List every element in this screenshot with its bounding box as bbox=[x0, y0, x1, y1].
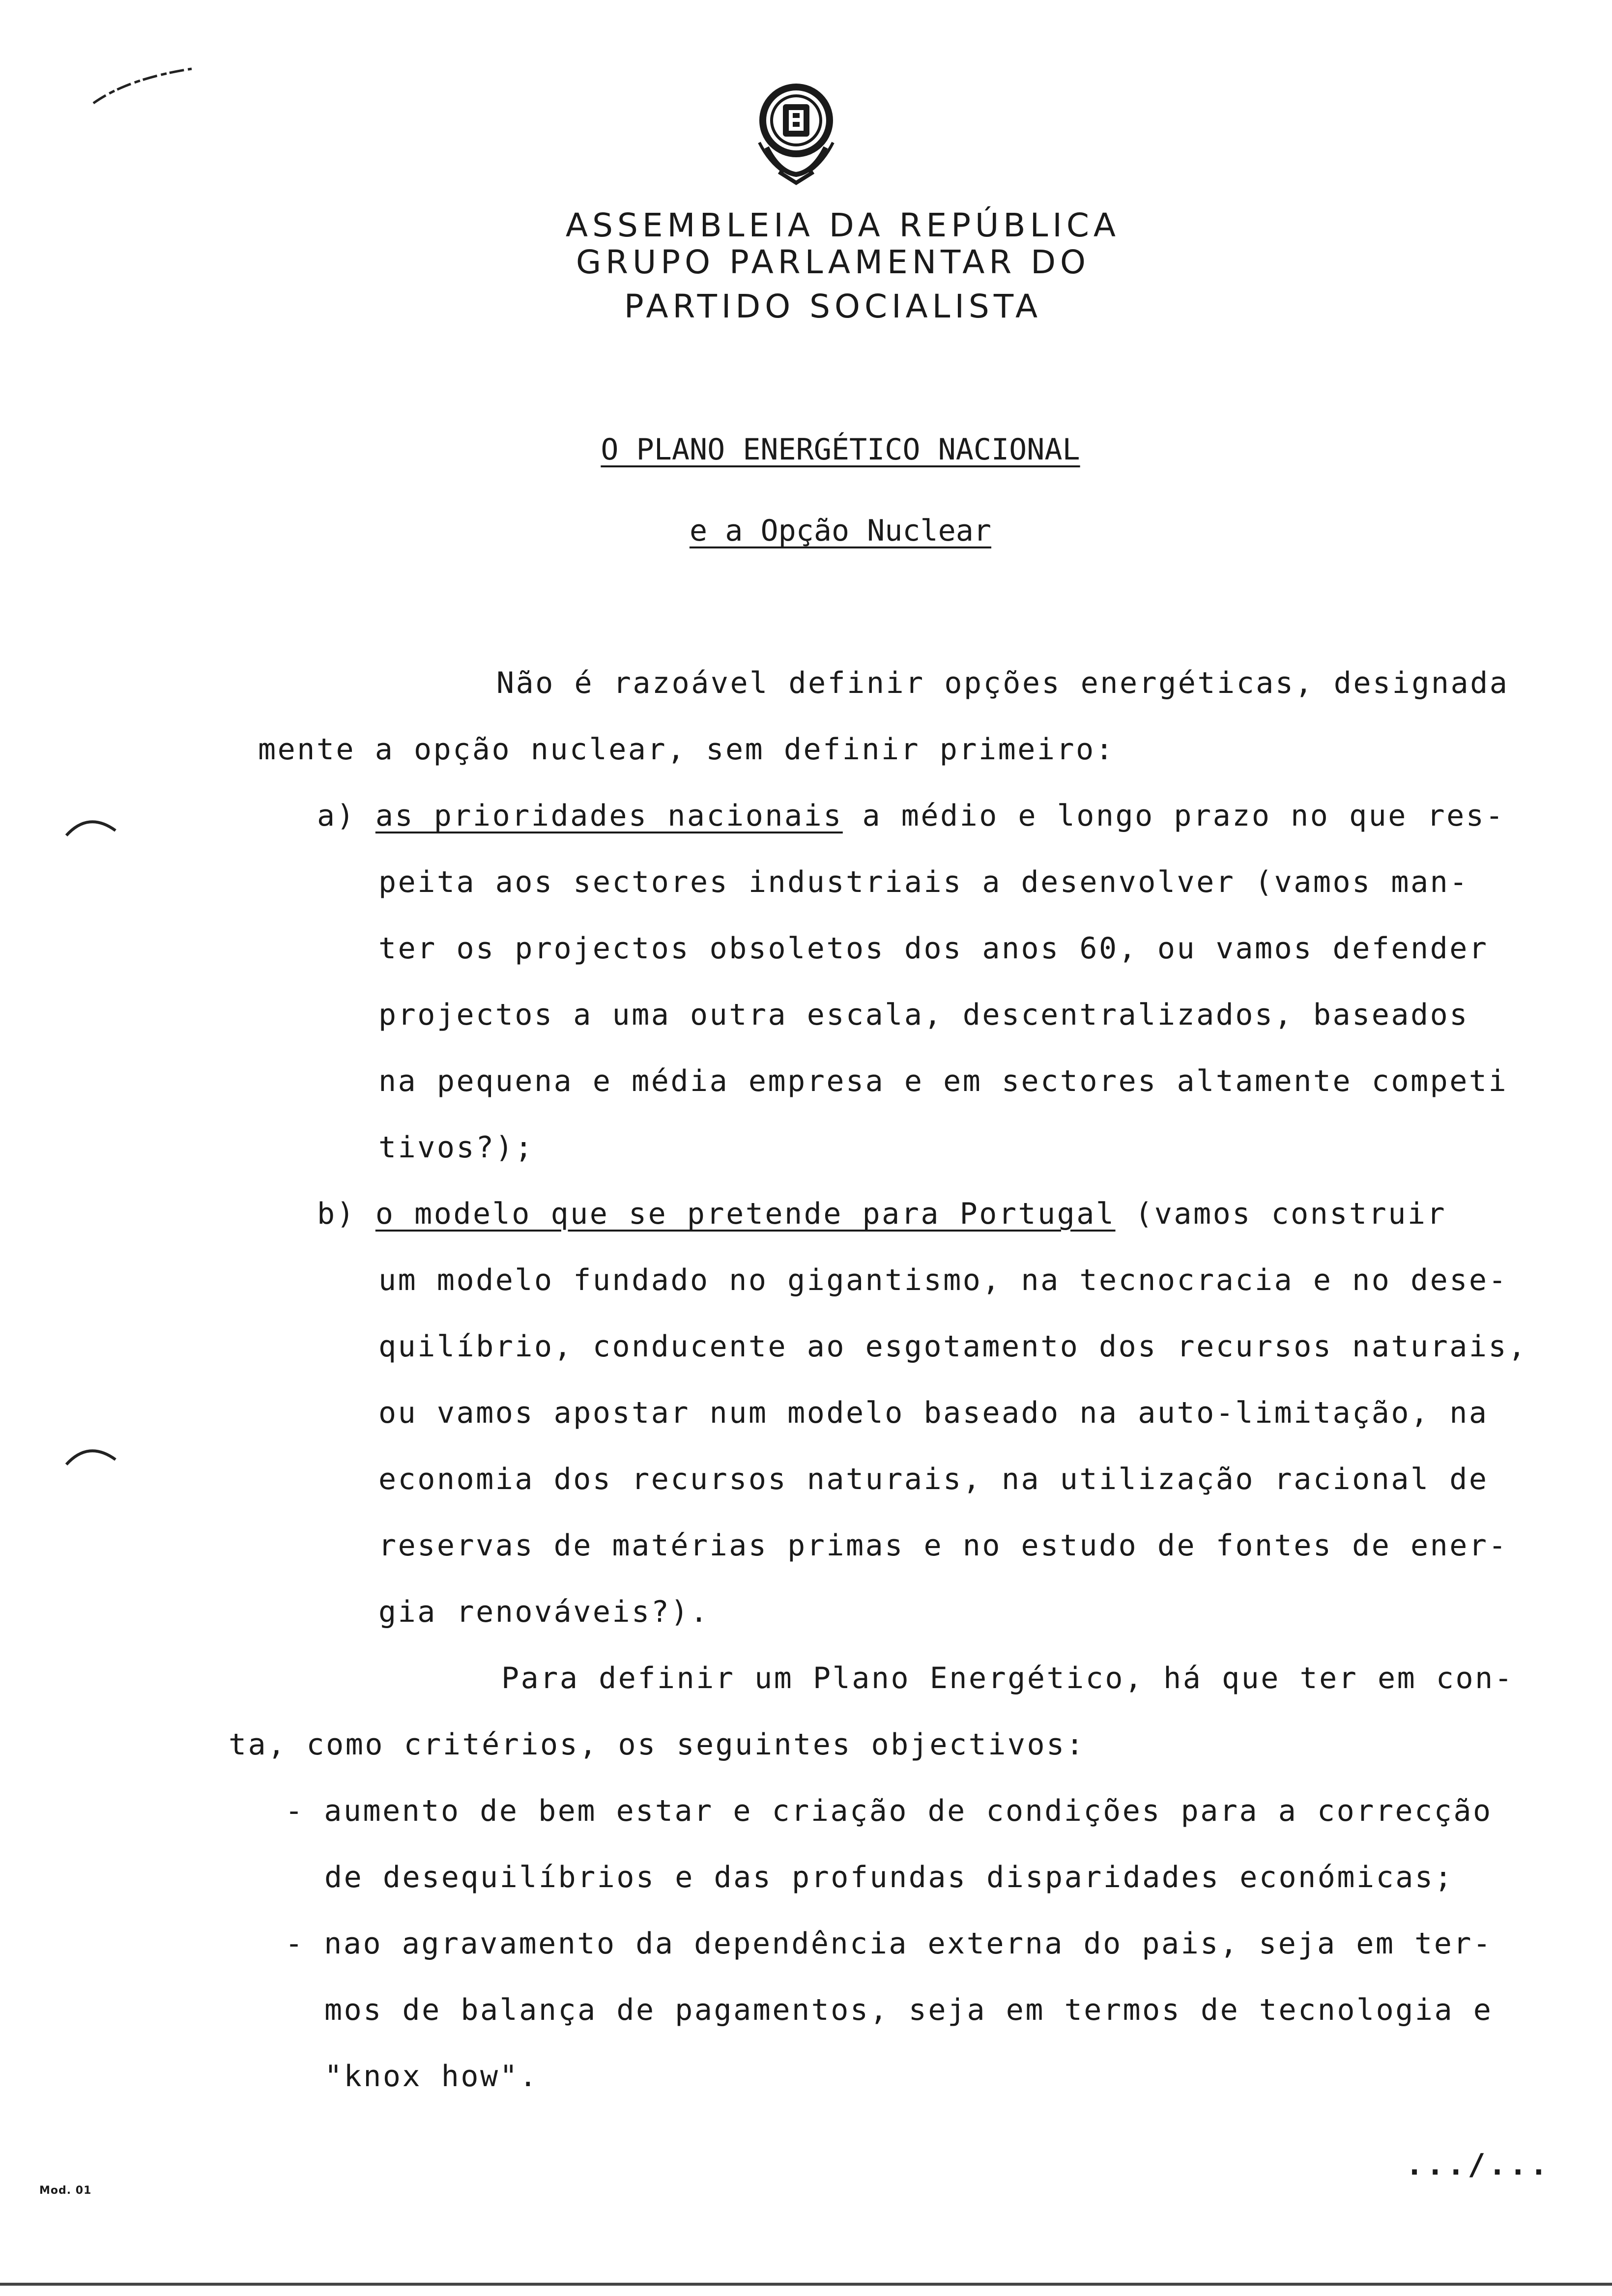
item-b-line-3: quilíbrio, conducente ao esgotamento dos recursos naturais, bbox=[378, 1329, 1527, 1364]
item-a-line-5: na pequena e média empresa e em sectores altamente competi bbox=[378, 1064, 1508, 1098]
para2-line-1: Para definir um Plano Energético, há que ter em con- bbox=[501, 1661, 1514, 1695]
item-b-line1-rest: (vamos construir bbox=[1115, 1197, 1447, 1231]
item-b-line-2: um modelo fundado no gigantismo, na tecnocracia e no dese- bbox=[378, 1263, 1508, 1297]
bullet-1-line-2: de desequilíbrios e das profundas disparidades económicas; bbox=[324, 1860, 1454, 1894]
bullet-1-line-1: - aumento de bem estar e criação de condições para a correcção bbox=[285, 1794, 1493, 1828]
page-bottom-rule bbox=[0, 2283, 1612, 2286]
intro-line-2: mente a opção nuclear, sem definir primeiro: bbox=[258, 732, 1115, 767]
item-a-line-6: tivos?); bbox=[378, 1130, 534, 1165]
item-a bbox=[317, 801, 1505, 831]
item-b-line-6: reservas de matérias primas e no estudo de fontes de ener- bbox=[378, 1528, 1508, 1563]
item-b-line-4: ou vamos apostar num modelo baseado na auto-limitação, na bbox=[378, 1396, 1489, 1430]
bullet-2-line-3: "knox how". bbox=[324, 2059, 539, 2094]
continuation-mark: .../... bbox=[1406, 2148, 1551, 2182]
punch-hole-mark-upper bbox=[64, 811, 118, 840]
item-a-underlined: as prioridades nacionais bbox=[375, 799, 843, 833]
header-group-name: GRUPO PARLAMENTAR DO bbox=[576, 243, 1091, 281]
item-a-line-2: peita aos sectores industriais a desenvolver (vamos man- bbox=[378, 865, 1469, 899]
document-title bbox=[34, 432, 1612, 467]
punch-hole-mark-lower bbox=[64, 1440, 118, 1469]
title-sub-text: e a Opção Nuclear bbox=[689, 514, 992, 548]
bullet-2-line-2: mos de balança de pagamentos, seja em termos de tecnologia e bbox=[324, 1993, 1493, 2027]
item-a-line-4: projectos a uma outra escala, descentralizados, baseados bbox=[378, 998, 1469, 1032]
title-main-text: O PLANO ENERGÉTICO NACIONAL bbox=[601, 432, 1080, 467]
item-b-line-5: economia dos recursos naturais, na utilização racional de bbox=[378, 1462, 1489, 1496]
item-a-line1-rest: a médio e longo prazo no que res- bbox=[842, 799, 1505, 833]
coat-of-arms-emblem bbox=[740, 74, 853, 187]
para2-line-2: ta, como critérios, os seguintes objectivos: bbox=[229, 1727, 1086, 1762]
document-subtitle bbox=[34, 514, 1612, 548]
bullet-2-line-1: - nao agravamento da dependência externa do pais, seja em ter- bbox=[285, 1926, 1493, 1961]
item-b-underlined: o modelo que se pretende para Portugal bbox=[375, 1197, 1116, 1231]
corner-scribble-mark bbox=[84, 59, 202, 108]
item-b-line-7: gia renováveis?). bbox=[378, 1595, 710, 1629]
form-code: Mod. 01 bbox=[39, 2184, 92, 2197]
item-b bbox=[317, 1199, 1446, 1229]
header-party-name: PARTIDO SOCIALISTA bbox=[624, 287, 1042, 325]
header-assembly-name: ASSEMBLEIA DA REPÚBLICA bbox=[565, 206, 1121, 244]
item-b-marker: b) bbox=[317, 1197, 356, 1231]
item-a-marker: a) bbox=[317, 799, 356, 833]
intro-line-1: Não é razoável definir opções energéticas, designada bbox=[496, 666, 1509, 700]
item-a-line-3: ter os projectos obsoletos dos anos 60, ou vamos defender bbox=[378, 931, 1489, 966]
